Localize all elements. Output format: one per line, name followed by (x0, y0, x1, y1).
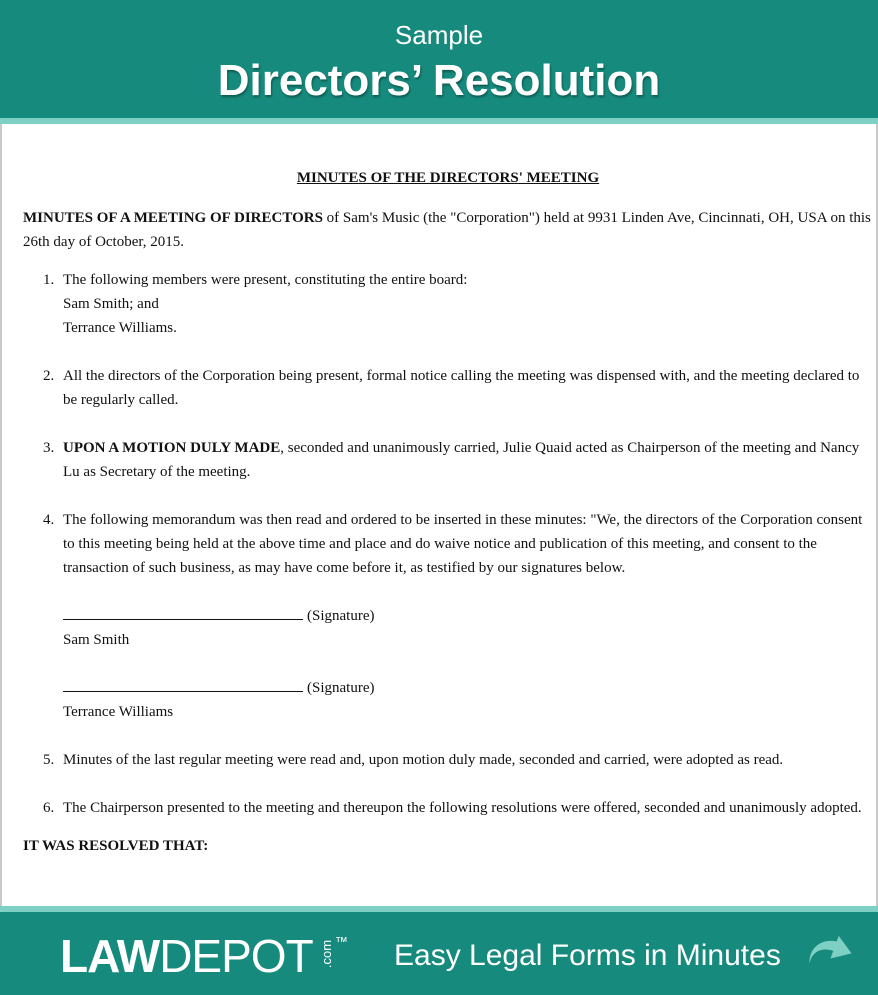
list-item-4 (23, 508, 873, 580)
signature-block-2 (23, 676, 873, 724)
list-item-5 (23, 748, 873, 772)
item-text: The following memorandum was then read and ordered to be inserted in these minutes: "We, the directors of the Corporation consent to this meeting being held at the above time and place and do waive notice and publication of this meeting, and consent to the transaction of such business, as may have come before it, as testified by our signatures below. (63, 512, 863, 576)
list-item-2 (23, 364, 873, 412)
logo-trademark: ™ (334, 934, 348, 949)
item-number: 1. (43, 272, 55, 288)
footer-banner (0, 912, 878, 995)
item-number: 5. (43, 752, 55, 768)
member-name: Terrance Williams. (63, 320, 177, 336)
item-text-rest: , seconded and unanimously carried, Julie Quaid acted as Chairperson of the meeting and Nancy Lu as Secretary of the meeting. (63, 440, 860, 480)
member-name: Sam Smith; and (63, 296, 159, 312)
item-number: 6. (43, 800, 55, 816)
lawdepot-logo[interactable] (60, 931, 354, 993)
minutes-list (23, 268, 873, 580)
logo-depot: DEPOT (159, 930, 313, 982)
item-number: 2. (43, 368, 55, 384)
minutes-list-continued (23, 748, 873, 820)
item-text: The following members were present, constituting the entire board: (63, 272, 468, 288)
signature-block-1 (23, 604, 873, 652)
item-text: All the directors of the Corporation being present, formal notice calling the meeting was dispensed with, and the meeting declared to be regularly called. (63, 368, 860, 408)
signature-label: (Signature) (307, 680, 375, 696)
item-bold: UPON A MOTION DULY MADE (63, 440, 281, 456)
document-body (23, 166, 873, 858)
share-arrow-icon (800, 930, 856, 980)
document-title: MINUTES OF THE DIRECTORS' MEETING (296, 170, 600, 186)
header-stripe (0, 118, 878, 124)
list-item-6 (23, 796, 873, 820)
list-item-1 (23, 268, 873, 340)
page-border-left (0, 124, 2, 906)
intro-text: of Sam's Music (the "Corporation") held at 9931 Linden Ave, Cincinnati, OH, USA on this 26th day of October, 2015. (23, 210, 871, 250)
logo-com: .com (318, 939, 334, 969)
intro-paragraph (23, 206, 873, 254)
item-text: The Chairperson presented to the meeting and thereupon the following resolutions were offered, seconded and unanimously adopted. (63, 800, 862, 816)
signature-label: (Signature) (307, 608, 375, 624)
signatory-name: Sam Smith (63, 632, 130, 648)
signatory-name: Terrance Williams (63, 704, 174, 720)
item-text: Minutes of the last regular meeting were read and, upon motion duly made, seconded and carried, were adopted as read. (63, 752, 784, 768)
resolved-heading: IT WAS RESOLVED THAT: (23, 838, 209, 854)
item-number: 3. (43, 440, 55, 456)
header-banner (0, 0, 878, 118)
header-subtitle: Sample (394, 20, 484, 50)
list-item-3 (23, 436, 873, 484)
item-number: 4. (43, 512, 55, 528)
signature-line[interactable] (63, 676, 303, 692)
item-text (63, 436, 873, 484)
logo-law: LAW (60, 930, 160, 982)
intro-bold: MINUTES OF A MEETING OF DIRECTORS (23, 210, 323, 226)
signature-line[interactable] (63, 604, 303, 620)
footer-tagline: Easy Legal Forms in Minutes (394, 939, 781, 972)
header-title: Directors’ Resolution (217, 56, 661, 105)
